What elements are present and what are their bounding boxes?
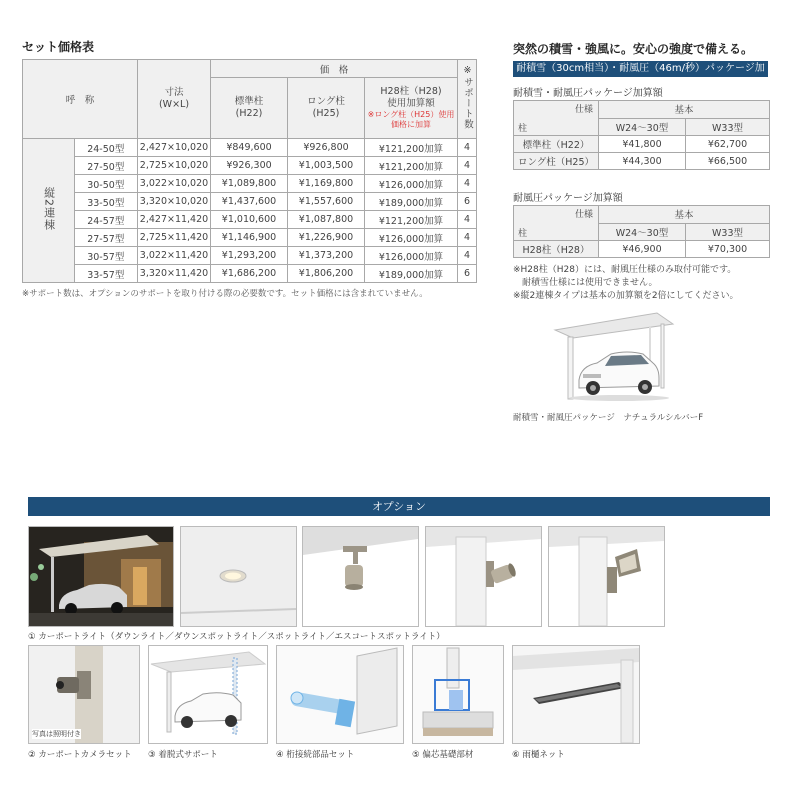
col-header-standard-pillar: 標準柱 (H22)	[211, 78, 288, 139]
col-header-price: 価 格	[211, 60, 458, 78]
table2-w2: W33型	[686, 223, 770, 241]
table-row: H28柱（H28） ¥46,900 ¥70,300	[514, 241, 770, 258]
cell-support: 4	[458, 157, 477, 175]
cell-std: ¥1,010,600	[211, 211, 288, 229]
camera-set-photo	[28, 645, 140, 744]
cell-name: 30-57型	[74, 247, 137, 265]
package-heading: 突然の積雪・強風に。安心の強度で備える。	[513, 42, 754, 56]
cell-long: ¥1,169,800	[288, 175, 365, 193]
cell-support: 6	[458, 193, 477, 211]
table-row	[23, 265, 477, 283]
cell-long: ¥1,087,800	[288, 211, 365, 229]
table-row	[23, 247, 477, 265]
cell-long: ¥1,557,600	[288, 193, 365, 211]
col-header-long-pillar: ロング柱 (H25)	[288, 78, 365, 139]
package-photo-caption: 耐積雪・耐風圧パッケージ ナチュラルシルバーF	[513, 413, 704, 423]
option-caption-2: ② カーポートカメラセット	[28, 750, 132, 760]
cell-size: 3,022×10,020	[138, 175, 211, 193]
option-caption-5: ⑤ 偏芯基礎部材	[412, 750, 474, 760]
spotlight-photo	[425, 526, 542, 627]
table2-w1: W24〜30型	[599, 223, 686, 241]
table-row	[23, 193, 477, 211]
table-row	[23, 229, 477, 247]
package-table2-title: 耐風圧パッケージ加算額	[513, 193, 623, 204]
cell-size: 2,725×10,020	[138, 157, 211, 175]
cell-name: 33-57型	[74, 265, 137, 283]
package-table2	[513, 205, 770, 258]
down-spotlight-photo	[302, 526, 419, 627]
package-carport-photo	[553, 310, 675, 405]
cell-h28: ¥126,000加算	[365, 229, 458, 247]
options-title: オプション	[28, 497, 770, 516]
cell-long: ¥1,003,500	[288, 157, 365, 175]
cell-std: ¥1,089,800	[211, 175, 288, 193]
table1-corner: 仕様 柱	[514, 101, 599, 136]
cell-h28: ¥121,200加算	[365, 211, 458, 229]
camera-note: 写真は照明付き	[32, 730, 81, 738]
support-note: ※サポート数は、オプションのサポートを取り付ける際の必要数です。セット価格には含まれていません。	[22, 289, 428, 299]
escort-spotlight-photo	[548, 526, 665, 627]
table-row	[23, 175, 477, 193]
option-caption-6: ⑥ 雨樋ネット	[512, 750, 565, 760]
cell-support: 4	[458, 175, 477, 193]
carport-light-night-photo	[28, 526, 174, 627]
table1-w2: W33型	[686, 118, 770, 136]
package-table1	[513, 100, 770, 170]
table-row	[23, 139, 477, 157]
table-row	[23, 211, 477, 229]
downlight-photo	[180, 526, 297, 627]
cell-name: 33-50型	[74, 193, 137, 211]
cell-size: 2,725×11,420	[138, 229, 211, 247]
cell-support: 4	[458, 229, 477, 247]
cell-support: 6	[458, 265, 477, 283]
option-caption-1: ① カーポートライト（ダウンライト／ダウンスポットライト／スポットライト／エスコートスポットライト）	[28, 632, 445, 642]
cell-long: ¥1,806,200	[288, 265, 365, 283]
col-header-size: 寸法 (W×L)	[138, 60, 211, 139]
table-row	[23, 157, 477, 175]
gutter-net-photo	[512, 645, 640, 744]
eccentric-foundation-photo	[412, 645, 504, 744]
cell-h28: ¥126,000加算	[365, 247, 458, 265]
package-banner: 耐積雪（30cm相当）・耐風圧（46m/秒）パッケージ加算額	[513, 61, 768, 77]
cell-size: 3,022×11,420	[138, 247, 211, 265]
cell-size: 3,320×10,020	[138, 193, 211, 211]
cell-long: ¥1,226,900	[288, 229, 365, 247]
col-header-h28-pillar: H28柱（H28) 使用加算額 ※ロング柱（H25）使用 価格に加算	[365, 78, 458, 139]
cell-support: 4	[458, 247, 477, 265]
cell-size: 2,427×11,420	[138, 211, 211, 229]
table2-corner: 仕様 柱	[514, 206, 599, 241]
col-header-support: ※サポート数	[458, 60, 477, 139]
table1-basic: 基本	[599, 101, 770, 119]
cell-name: 27-57型	[74, 229, 137, 247]
cell-name: 24-50型	[74, 139, 137, 157]
group-label: 縦2連棟	[23, 139, 75, 283]
option-caption-3: ③ 着脱式サポート	[148, 750, 218, 760]
cell-size: 3,320×11,420	[138, 265, 211, 283]
cell-h28: ¥126,000加算	[365, 175, 458, 193]
set-price-table	[22, 59, 477, 283]
table1-w1: W24〜30型	[599, 118, 686, 136]
cell-h28: ¥189,000加算	[365, 193, 458, 211]
cell-h28: ¥121,200加算	[365, 157, 458, 175]
cell-long: ¥1,373,200	[288, 247, 365, 265]
table-row: ロング柱（H25） ¥44,300 ¥66,500	[514, 153, 770, 170]
cell-name: 30-50型	[74, 175, 137, 193]
cell-support: 4	[458, 211, 477, 229]
package-table1-title: 耐積雪・耐風圧パッケージ加算額	[513, 88, 663, 99]
cell-std: ¥926,300	[211, 157, 288, 175]
cell-long: ¥926,800	[288, 139, 365, 157]
option-caption-4: ④ 桁接続部品セット	[276, 750, 355, 760]
cell-size: 2,427×10,020	[138, 139, 211, 157]
table2-basic: 基本	[599, 206, 770, 224]
detachable-support-photo	[148, 645, 268, 744]
col-header-name: 呼 称	[23, 60, 138, 139]
cell-std: ¥1,437,600	[211, 193, 288, 211]
set-price-title: セット価格表	[22, 40, 95, 54]
cell-std: ¥1,686,200	[211, 265, 288, 283]
beam-connector-photo	[276, 645, 404, 744]
cell-std: ¥849,600	[211, 139, 288, 157]
cell-h28: ¥121,200加算	[365, 139, 458, 157]
cell-support: 4	[458, 139, 477, 157]
cell-std: ¥1,146,900	[211, 229, 288, 247]
table-row: 標準柱（H22） ¥41,800 ¥62,700	[514, 136, 770, 153]
cell-std: ¥1,293,200	[211, 247, 288, 265]
cell-name: 27-50型	[74, 157, 137, 175]
package-notes: ※H28柱（H28）には、耐風圧仕様のみ取付可能です。 耐積雪仕様には使用できません。 ※縦2連棟タイプは基本の加算額を2倍にしてください。	[513, 265, 739, 301]
cell-h28: ¥189,000加算	[365, 265, 458, 283]
cell-name: 24-57型	[74, 211, 137, 229]
